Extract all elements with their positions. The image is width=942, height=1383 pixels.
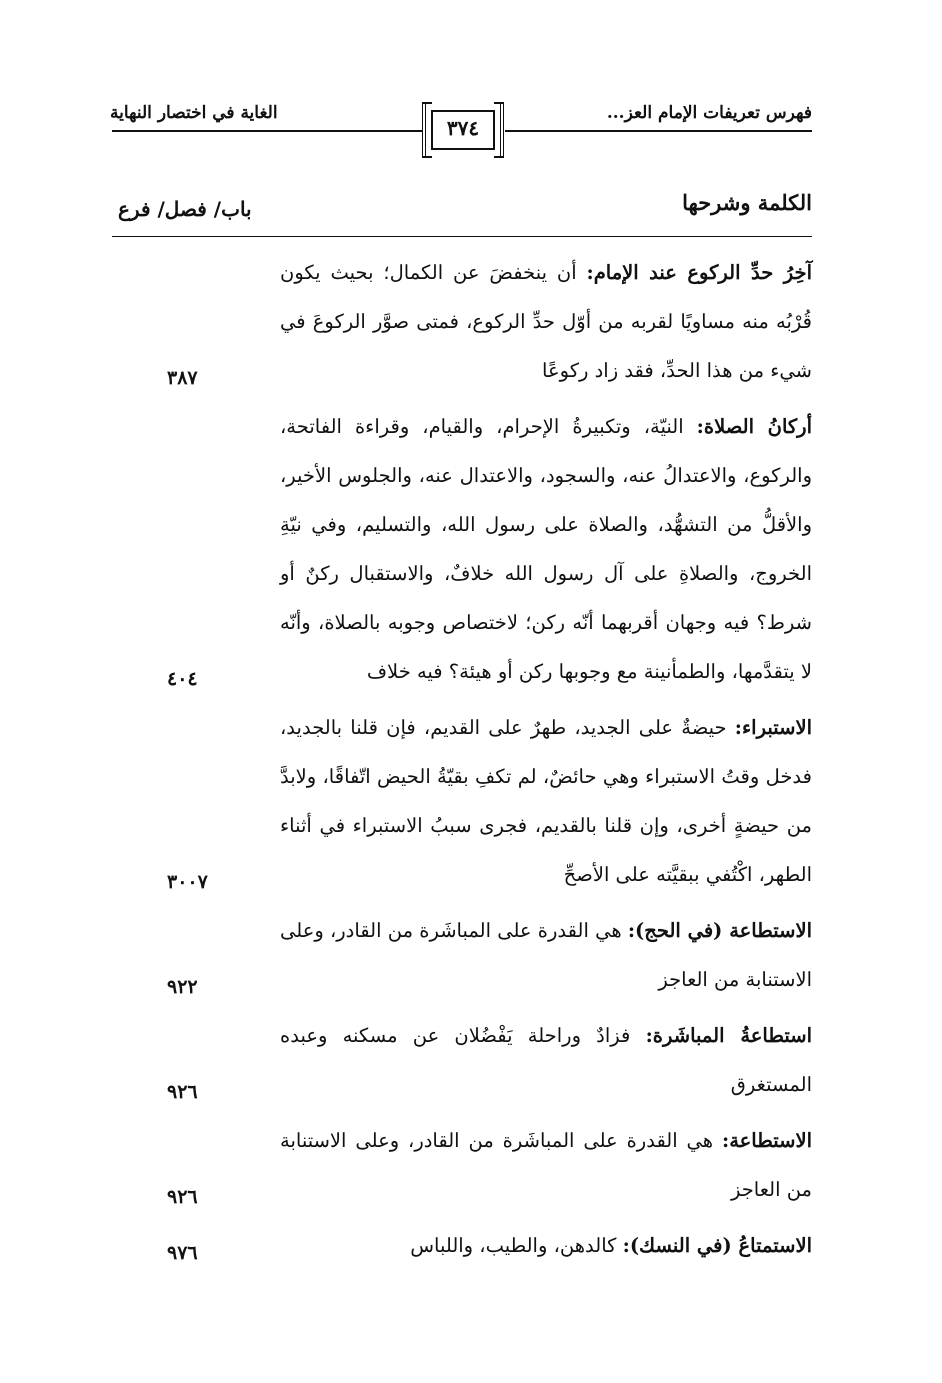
entry-term: الاستطاعة: <box>722 1129 812 1152</box>
entry-term: استطاعةُ المباشَرة: <box>645 1024 812 1047</box>
frame-cap <box>494 156 504 158</box>
entry-definition <box>280 1011 812 1109</box>
index-entry <box>112 906 812 1004</box>
entry-body: أن ينخفضَ عن الكمال؛ بحيث يكون قُرْبُه منه مساويًا لقربه من أوّل حدِّ الركوع، فمتى صوَّر الركوعَ في شيء من هذا الحدِّ، فقد زاد ركوعًا <box>280 261 812 382</box>
entry-body: حيضةٌ على الجديد، طهرٌ على القديم، فإن قلنا بالجديد، فدخل وقتُ الاستبراء وهي حائضٌ، لم تكفِ بقيّةُ الحيض اتّفاقًا، ولابدَّ من حيضةٍ أخرى، وإن قلنا بالقديم، فجرى سببُ الاستبراء في أثناء الطهر، اكْتُفي ببقيَّته على الأصحِّ <box>280 716 812 886</box>
page-number: ٣٧٤ <box>446 116 480 140</box>
index-entry <box>112 1221 812 1270</box>
entry-term: الاستبراء: <box>734 716 812 739</box>
entry-reference-number: ٩٢٦ <box>167 1186 198 1208</box>
column-header-rule <box>112 236 812 237</box>
entry-reference-number: ٩٢٢ <box>167 976 198 998</box>
running-header-index-title: فهرس تعريفات الإمام العز... <box>606 103 812 123</box>
running-header-book-title: الغاية في اختصار النهاية <box>110 103 278 123</box>
entry-body: هي القدرة على المباشَرة من القادر، وعلى الاستنابة من العاجز <box>280 1129 812 1201</box>
entry-body: كالدهن، والطيب، واللباس <box>410 1234 623 1257</box>
entry-definition <box>280 248 812 395</box>
entry-body: النيّة، وتكبيرةُ الإحرام، والقيام، وقراءة الفاتحة، والركوع، والاعتدالُ عنه، والسجود، والاعتدال عنه، والجلوس الأخير، والأقلُّ من التشهُّد، والصلاة على رسول الله، والتسليم، وفي نيّةِ الخروج، والصلاةِ على آل رسول الله خلافٌ، والاستقبال ركنٌ أو شرط؟ فيه وجهان أقربهما أنّه ركن؛ لاختصاص وجوبه بالصلاة، وأنّه لا يتقدَّمها، والطمأنينة مع وجوبها ركن أو هيئة؟ فيه خلاف <box>280 415 812 683</box>
entry-body: هي القدرة على المباشَرة من القادر، وعلى الاستنابة من العاجز <box>280 919 812 991</box>
entry-definition <box>280 1116 812 1214</box>
entry-body: فزادٌ وراحلة يَفْضُلان عن مسكنه وعبده المستغرق <box>280 1024 812 1096</box>
header-rule-right <box>505 130 812 132</box>
entry-term: الاستطاعة (في الحج): <box>627 919 812 942</box>
entry-term: آخِرُ حدِّ الركوع عند الإمام: <box>586 261 812 284</box>
entry-reference-number: ٣٨٧ <box>167 367 198 389</box>
column-header-term: الكلمة وشرحها <box>682 190 812 215</box>
column-header-reference: باب/ فصل/ فرع <box>118 197 252 221</box>
entry-reference-number: ٣٠٠٧ <box>167 871 208 893</box>
entry-reference-number: ٩٧٦ <box>167 1242 198 1264</box>
index-entry <box>112 1011 812 1109</box>
entry-term: الاستمتاعُ (في النسك): <box>622 1234 812 1257</box>
index-entry <box>112 1116 812 1214</box>
frame-cap <box>422 102 432 104</box>
index-entry <box>112 248 812 395</box>
entry-term: أركانُ الصلاة: <box>696 415 812 438</box>
entry-definition <box>280 906 812 1004</box>
frame-cap <box>422 156 432 158</box>
frame-cap <box>494 102 504 104</box>
index-entry <box>112 402 812 696</box>
index-entries <box>112 248 812 1277</box>
index-entry <box>112 703 812 899</box>
entry-definition <box>280 1221 812 1270</box>
entry-definition <box>280 703 812 899</box>
page-number-frame <box>422 102 504 158</box>
header-rule-left <box>112 130 422 132</box>
entry-reference-number: ٩٢٦ <box>167 1081 198 1103</box>
entry-reference-number: ٤٠٤ <box>167 668 198 690</box>
entry-definition <box>280 402 812 696</box>
